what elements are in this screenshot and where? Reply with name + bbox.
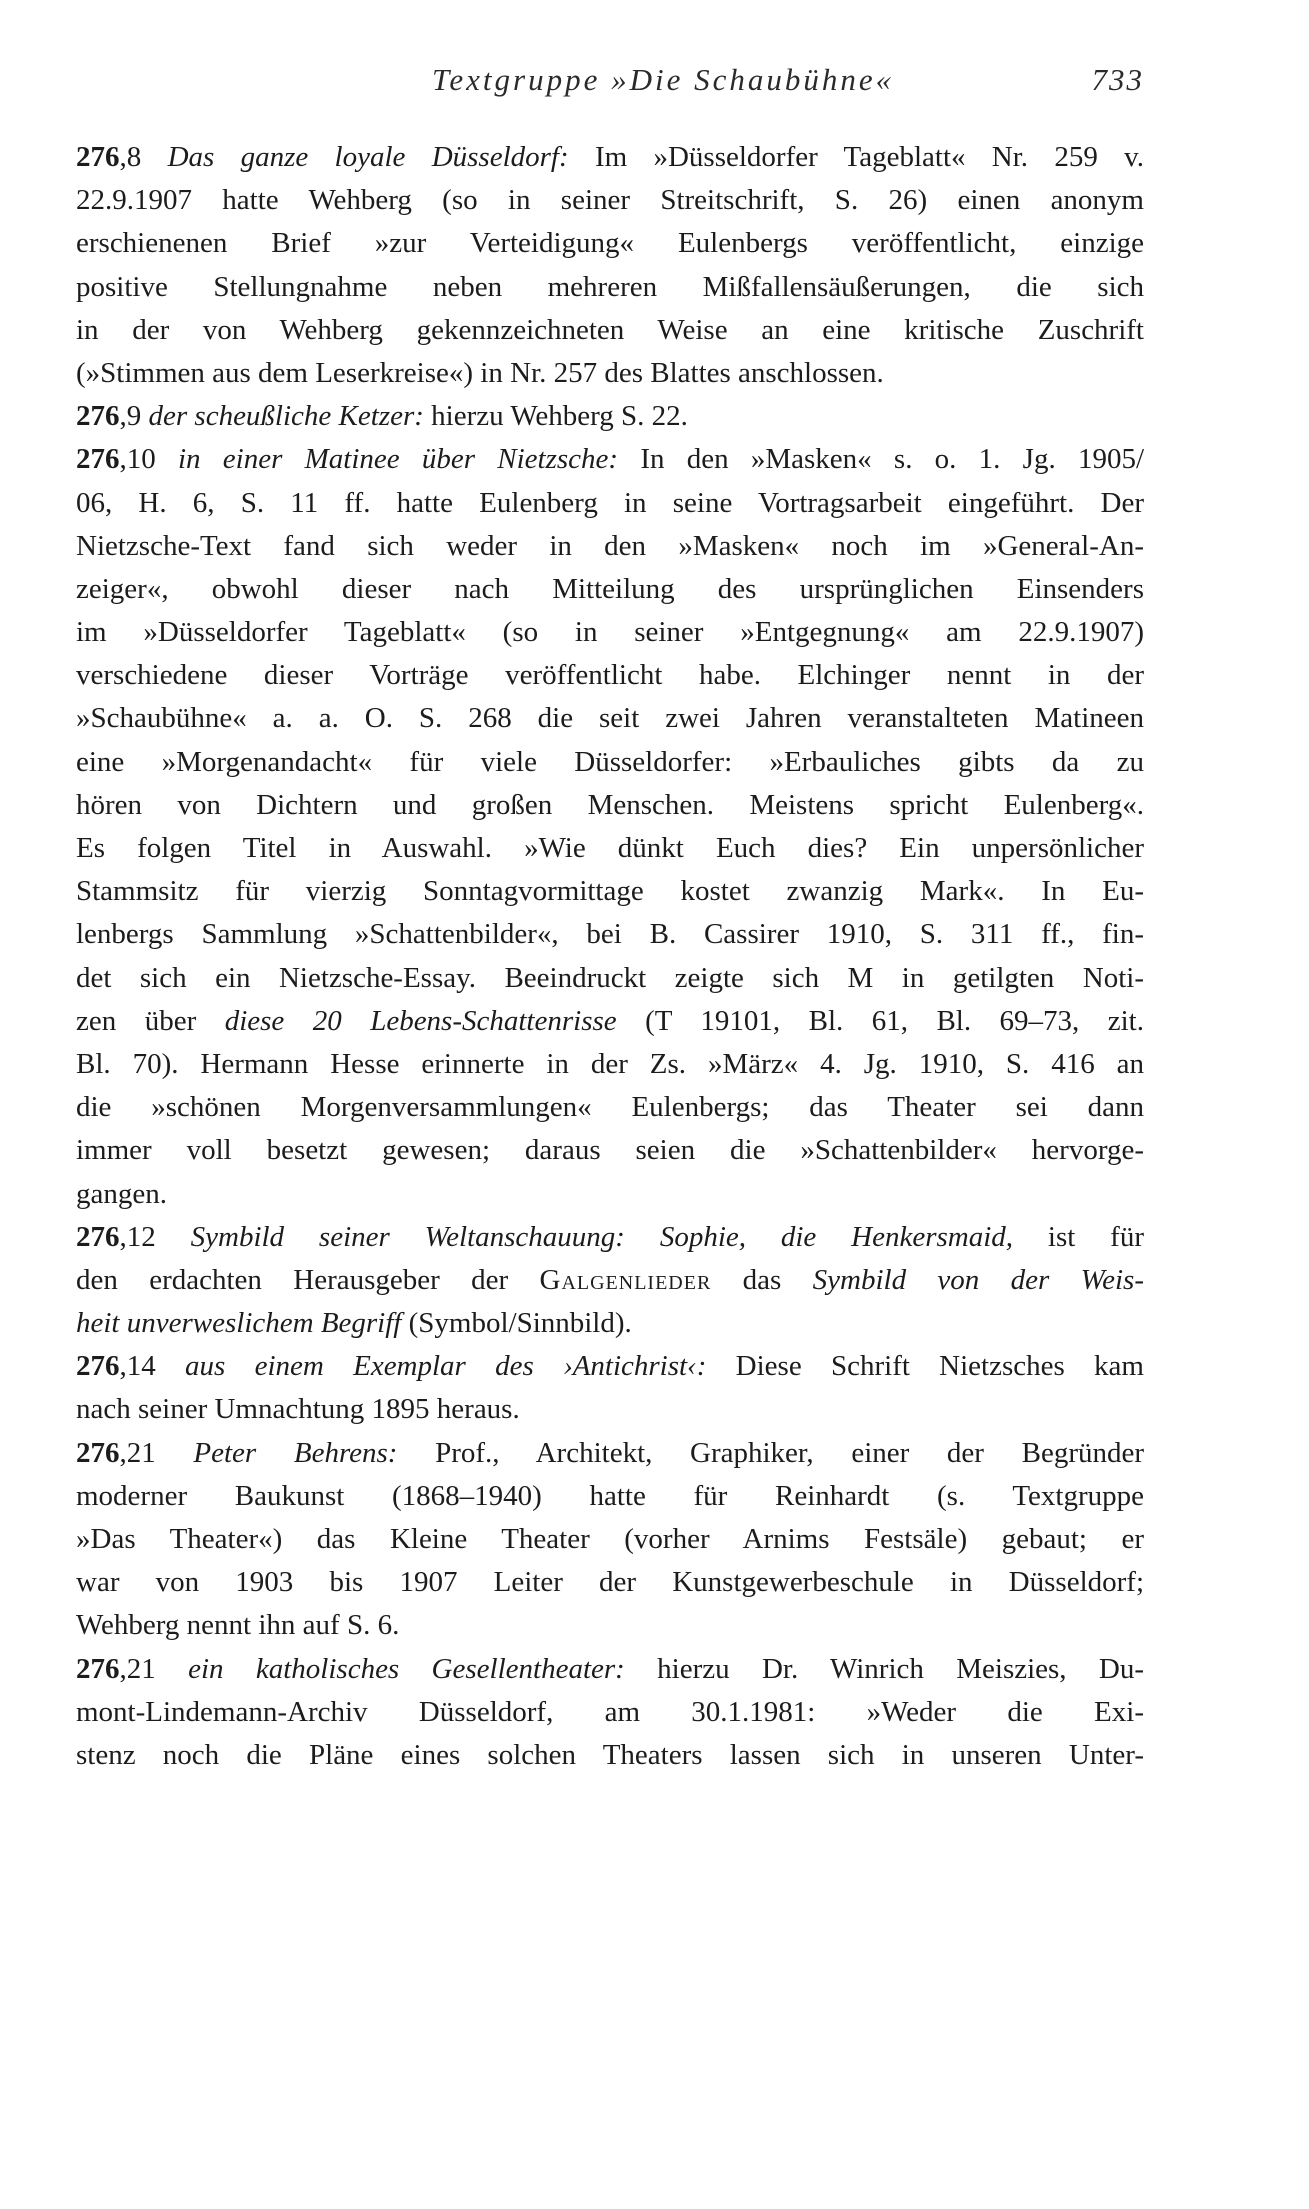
lemma-italic: der scheußliche Ketzer: — [148, 400, 424, 433]
text-run: hierzu Dr. Winrich Meiszies, Du- — [624, 1652, 1145, 1685]
text-line — [76, 1604, 1144, 1647]
running-title: Textgruppe »Die Schaubühne« — [432, 62, 895, 97]
text-line — [76, 1648, 1144, 1691]
text-line — [76, 1691, 1144, 1734]
line-reference: 276 — [76, 1652, 120, 1685]
text-line — [76, 741, 1144, 784]
text-line — [76, 266, 1144, 309]
text-line — [76, 1388, 1144, 1431]
text-run: zeiger«, obwohl dieser nach Mitteilung des ursprünglichen Einsenders — [76, 572, 1144, 605]
text-run: Diese Schrift Nietzsches kam — [706, 1350, 1144, 1383]
text-line — [76, 1043, 1144, 1086]
running-header — [432, 62, 1144, 112]
lemma-italic: Peter Behrens: — [193, 1436, 398, 1469]
text-line — [76, 827, 1144, 870]
text-line — [76, 697, 1144, 740]
line-reference-sub: ,21 — [119, 1436, 194, 1469]
text-run: das — [711, 1263, 813, 1296]
text-run: 06, H. 6, S. 11 ff. hatte Eulenberg in seine Vortragsarbeit eingeführt. Der — [76, 486, 1144, 519]
text-run: verschiedene dieser Vorträge veröffentlicht habe. Elchinger nennt in der — [76, 659, 1144, 692]
text-run: mont-Lindemann-Archiv Düsseldorf, am 30.1.1981: »Weder die Exi- — [76, 1695, 1144, 1728]
text-run: ist für — [1013, 1220, 1144, 1253]
text-run: Es folgen Titel in Auswahl. »Wie dünkt Euch dies? Ein unpersönlicher — [76, 832, 1144, 864]
text-line — [76, 1129, 1144, 1172]
text-line — [76, 395, 1144, 438]
text-line — [76, 1475, 1144, 1518]
line-reference: 276 — [76, 141, 120, 173]
text-line — [76, 1302, 1144, 1345]
text-line — [76, 870, 1144, 913]
line-reference-sub: ,12 — [119, 1220, 191, 1253]
text-run: stenz noch die Pläne eines solchen Theaters lassen sich in unseren Unter- — [76, 1738, 1144, 1771]
line-reference: 276 — [76, 400, 120, 433]
text-line — [76, 784, 1144, 827]
text-run: hören von Dichtern und großen Menschen. Meistens spricht Eulenberg«. — [76, 788, 1144, 821]
text-run: 22.9.1907 hatte Wehberg (so in seiner Streitschrift, S. 26) einen anonym — [76, 184, 1144, 217]
text-run: nach seiner Umnachtung 1895 heraus. — [76, 1393, 520, 1426]
text-line — [76, 222, 1144, 265]
text-run: zen über — [76, 1004, 225, 1037]
line-reference-sub: ,9 — [119, 400, 149, 433]
text-line — [76, 525, 1144, 568]
text-run: positive Stellungnahme neben mehreren Mißfallensäußerungen, die sich — [76, 270, 1144, 303]
text-run: Wehberg nennt ihn auf S. 6. — [76, 1609, 400, 1642]
text-run: Bl. 70). Hermann Hesse erinnerte in der Zs. »März« 4. Jg. 1910, S. 416 an — [76, 1047, 1144, 1080]
page-number: 733 — [1091, 62, 1144, 97]
lemma-italic: heit unverweslichem Begriff — [76, 1307, 402, 1340]
commentary-body — [76, 136, 1144, 1777]
lemma-italic: aus einem Exemplar des ›Antichrist‹: — [185, 1350, 707, 1383]
line-reference-sub: ,10 — [119, 443, 178, 476]
text-line — [76, 1000, 1144, 1043]
text-run: Stammsitz für vierzig Sonntagvormittage kostet zwanzig Mark«. In Eu- — [76, 875, 1144, 908]
text-line — [76, 482, 1144, 525]
text-run: In den »Masken« s. o. 1. Jg. 1905/ — [618, 443, 1144, 476]
text-line — [76, 654, 1144, 697]
lemma-italic: Symbild seiner Weltanschauung: Sophie, die Henkersmaid, — [190, 1220, 1014, 1253]
line-reference: 276 — [76, 1436, 120, 1469]
line-reference-sub: ,21 — [119, 1652, 189, 1685]
lemma-italic: Das ganze loyale Düsseldorf: — [167, 141, 569, 173]
text-run: det sich ein Nietzsche-Essay. Beeindruckt zeigte sich M in getilgten Noti- — [76, 961, 1144, 994]
line-reference: 276 — [76, 443, 120, 476]
text-run: die »schönen Morgenversammlungen« Eulenbergs; das Theater sei dann — [76, 1091, 1144, 1124]
text-line — [76, 1432, 1144, 1475]
text-run: Nietzsche-Text fand sich weder in den »Masken« noch im »General-An- — [76, 529, 1144, 562]
text-run: (T 19101, Bl. 61, Bl. 69–73, zit. — [616, 1004, 1144, 1037]
text-line — [76, 179, 1144, 222]
text-run: war von 1903 bis 1907 Leiter der Kunstgewerbeschule in Düsseldorf; — [76, 1566, 1144, 1599]
text-run: »Das Theater«) das Kleine Theater (vorher Arnims Festsäle) gebaut; er — [76, 1523, 1144, 1555]
line-reference-sub: ,8 — [119, 141, 168, 173]
small-caps-title: Galgenlieder — [539, 1263, 712, 1296]
text-run: (»Stimmen aus dem Leserkreise«) in Nr. 257 des Blattes anschlossen. — [76, 356, 884, 389]
text-run: lenbergs Sammlung »Schattenbilder«, bei B. Cassirer 1910, S. 311 ff., fin- — [76, 918, 1144, 951]
line-reference: 276 — [76, 1220, 120, 1253]
text-line — [76, 309, 1144, 352]
text-line — [76, 1173, 1144, 1216]
text-line — [76, 352, 1144, 395]
text-run: hierzu Wehberg S. 22. — [423, 400, 688, 433]
lemma-italic: Symbild von der Weis- — [812, 1263, 1144, 1296]
text-run: erschienenen Brief »zur Verteidigung« Eulenbergs veröffentlicht, einzige — [76, 227, 1144, 260]
text-run: (Symbol/Sinnbild). — [401, 1307, 632, 1340]
text-run: »Schaubühne« a. a. O. S. 268 die seit zwei Jahren veranstalteten Matineen — [76, 702, 1144, 735]
text-line — [76, 1345, 1144, 1388]
text-line — [76, 1216, 1144, 1259]
text-line — [76, 1734, 1144, 1777]
text-run: immer voll besetzt gewesen; daraus seien die »Schattenbilder« hervorge- — [76, 1134, 1144, 1167]
text-line — [76, 957, 1144, 1000]
text-run: Im »Düsseldorfer Tageblatt« Nr. 259 v. — [568, 141, 1145, 173]
text-line — [76, 438, 1144, 481]
text-line — [76, 1259, 1144, 1302]
lemma-italic: ein katholisches Gesellentheater: — [188, 1652, 625, 1685]
text-line — [76, 136, 1144, 179]
text-line — [76, 1086, 1144, 1129]
text-run: in der von Wehberg gekennzeichneten Weise an eine kritische Zuschrift — [76, 313, 1144, 346]
text-run: im »Düsseldorfer Tageblatt« (so in seiner »Entgegnung« am 22.9.1907) — [76, 616, 1144, 649]
lemma-italic: in einer Matinee über Nietzsche: — [178, 443, 619, 476]
text-line — [76, 1561, 1144, 1604]
lemma-italic: diese 20 Lebens-Schattenrisse — [224, 1004, 617, 1037]
text-run: den erdachten Herausgeber der — [76, 1263, 540, 1296]
line-reference: 276 — [76, 1350, 120, 1383]
text-line — [76, 913, 1144, 956]
text-line — [76, 568, 1144, 611]
line-reference-sub: ,14 — [119, 1350, 186, 1383]
text-line — [76, 611, 1144, 654]
text-run: eine »Morgenandacht« für viele Düsseldorfer: »Erbauliches gibts da zu — [76, 745, 1144, 778]
text-run: gangen. — [76, 1177, 167, 1210]
text-run: Prof., Architekt, Graphiker, einer der Begründer — [397, 1436, 1144, 1469]
text-line — [76, 1518, 1144, 1561]
text-run: moderner Baukunst (1868–1940) hatte für Reinhardt (s. Textgruppe — [76, 1479, 1144, 1512]
